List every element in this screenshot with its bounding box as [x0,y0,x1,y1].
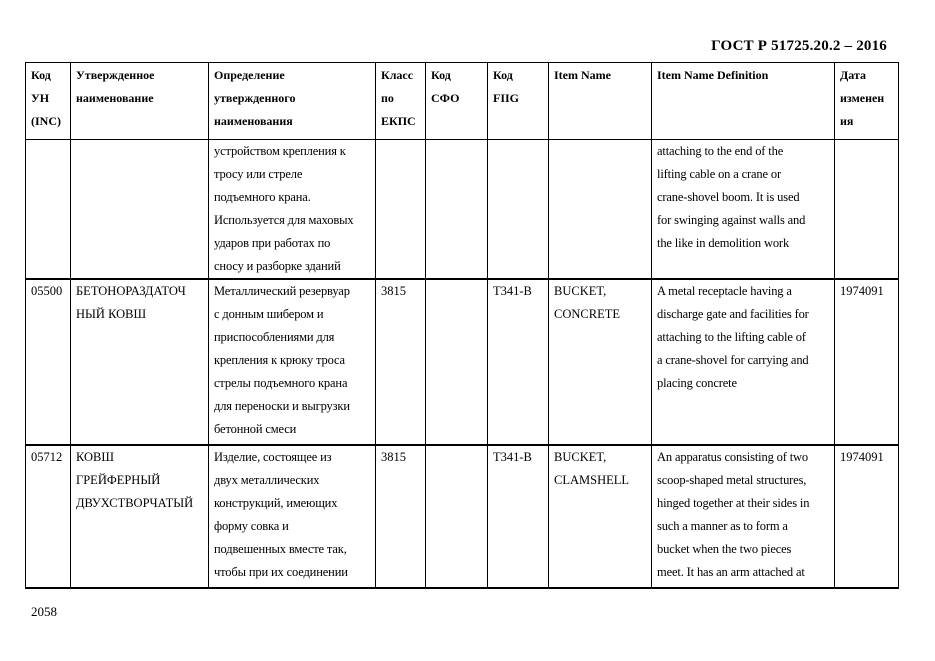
table-header-row [26,63,899,140]
cell-code-sfo [426,279,488,445]
header-text-line: Определение [214,68,285,82]
cell-text-line: T341-B [493,450,532,464]
cell-item-name-definition [652,140,835,280]
cell-text-line: 1974091 [840,284,884,298]
cell-text-line: Используется для маховых [214,213,354,227]
header-text-line: ия [840,114,854,128]
cell-approved-name [71,279,209,445]
header-code-fiig [488,63,549,140]
cell-code-fiig [488,279,549,445]
cell-item-name [549,279,652,445]
cell-approved-name [71,445,209,588]
header-code-inc [26,63,71,140]
cell-text-line: CONCRETE [554,307,620,321]
header-name-definition [209,63,376,140]
header-text-line: УН [31,91,50,105]
cell-text-line: с донным шибером и [214,307,324,321]
header-text-line: (INC) [31,114,61,128]
header-text-line: Дата [840,68,866,82]
cell-text-line: для переноски и выгрузки [214,399,350,413]
page-number: 2058 [31,604,57,619]
header-text-line: СФО [431,91,460,105]
cell-text-line: НЫЙ КОВШ [76,307,147,321]
header-text-line: по [381,91,394,105]
header-text-line: Код [431,68,451,82]
header-code-sfo [426,63,488,140]
cell-text-line: discharge gate and facilities for [657,307,809,321]
cell-text-line: 3815 [381,284,406,298]
header-approved-name [71,63,209,140]
cell-text-line: чтобы при их соединении [214,565,348,579]
cell-item-name-definition [652,279,835,445]
cell-text-line: двух металлических [214,473,320,487]
cell-name-definition [209,140,376,280]
cell-text-line: конструкций, имеющих [214,496,338,510]
cell-text-line: attaching to the lifting cable of [657,330,806,344]
header-text-line: изменен [840,91,885,105]
header-text-line: Код [493,68,513,82]
cell-text-line: A metal receptacle having a [657,284,792,298]
table-row [26,279,899,445]
cell-text-line: бетонной смеси [214,422,297,436]
cell-class-ekps [376,140,426,280]
cell-text-line: Металлический резервуар [214,284,350,298]
cell-text-line: приспособлениями для [214,330,335,344]
cell-code-inc [26,140,71,280]
cell-class-ekps [376,445,426,588]
cell-text-line: тросу или стреле [214,167,303,181]
cell-class-ekps [376,279,426,445]
cell-text-line: сносу и разборке зданий [214,259,341,273]
cell-text-line: scoop-shaped metal structures, [657,473,807,487]
cell-text-line: подвешенных вместе так, [214,542,347,556]
header-text-line: Item Name Definition [657,68,769,82]
document-standard-number: ГОСТ Р 51725.20.2 – 2016 [711,38,887,54]
cell-code-sfo [426,140,488,280]
cell-text-line: meet. It has an arm attached at [657,565,805,579]
cell-item-name [549,445,652,588]
cell-name-definition [209,445,376,588]
cell-text-line: КОВШ [76,450,115,464]
cell-text-line: 05712 [31,450,63,464]
header-text-line: наименование [76,91,154,105]
item-names-table [25,62,899,589]
cell-text-line: BUCKET, [554,450,607,464]
cell-text-line: such a manner as to form a [657,519,788,533]
header-text-line: Код [31,68,51,82]
cell-text-line: attaching to the end of the [657,144,784,158]
cell-text-line: ДВУХСТВОРЧАТЫЙ [76,496,194,510]
cell-text-line: bucket when the two pieces [657,542,792,556]
cell-text-line: 05500 [31,284,63,298]
cell-text-line: crane-shovel boom. It is used [657,190,800,204]
cell-text-line: стрелы подъемного крана [214,376,348,390]
header-text-line: Класс [381,68,414,82]
cell-text-line: placing concrete [657,376,737,390]
header-change-date [835,63,899,140]
cell-text-line: устройством крепления к [214,144,346,158]
cell-text-line: форму совка и [214,519,289,533]
cell-text-line: lifting cable on a crane or [657,167,782,181]
header-class-ekps [376,63,426,140]
cell-change-date [835,445,899,588]
header-item-name-definition [652,63,835,140]
cell-code-fiig [488,445,549,588]
cell-name-definition [209,279,376,445]
header-text-line: FIIG [493,91,520,105]
cell-text-line: БЕТОНОРАЗДАТОЧ [76,284,186,298]
cell-approved-name [71,140,209,280]
cell-code-sfo [426,445,488,588]
cell-text-line: Изделие, состоящее из [214,450,332,464]
cell-change-date [835,140,899,280]
cell-code-fiig [488,140,549,280]
cell-text-line: BUCKET, [554,284,607,298]
cell-item-name-definition [652,445,835,588]
cell-text-line: крепления к крюку троса [214,353,345,367]
cell-code-inc [26,445,71,588]
table-row [26,445,899,588]
header-text-line: Утвержденное [76,68,155,82]
cell-text-line: 1974091 [840,450,884,464]
cell-code-inc [26,279,71,445]
header-text-line: Item Name [554,68,611,82]
cell-text-line: hinged together at their sides in [657,496,810,510]
cell-text-line: ГРЕЙФЕРНЫЙ [76,473,161,487]
cell-text-line: CLAMSHELL [554,473,629,487]
cell-text-line: for swinging against walls and [657,213,806,227]
header-text-line: утвержденного [214,91,296,105]
cell-text-line: подъемного крана. [214,190,311,204]
cell-text-line: An apparatus consisting of two [657,450,809,464]
cell-text-line: T341-B [493,284,532,298]
header-text-line: наименования [214,114,293,128]
table-row [26,140,899,280]
header-text-line: ЕКПС [381,114,416,128]
header-item-name [549,63,652,140]
cell-item-name [549,140,652,280]
cell-text-line: 3815 [381,450,406,464]
cell-text-line: the like in demolition work [657,236,790,250]
cell-change-date [835,279,899,445]
cell-text-line: ударов при работах по [214,236,331,250]
cell-text-line: a crane-shovel for carrying and [657,353,809,367]
